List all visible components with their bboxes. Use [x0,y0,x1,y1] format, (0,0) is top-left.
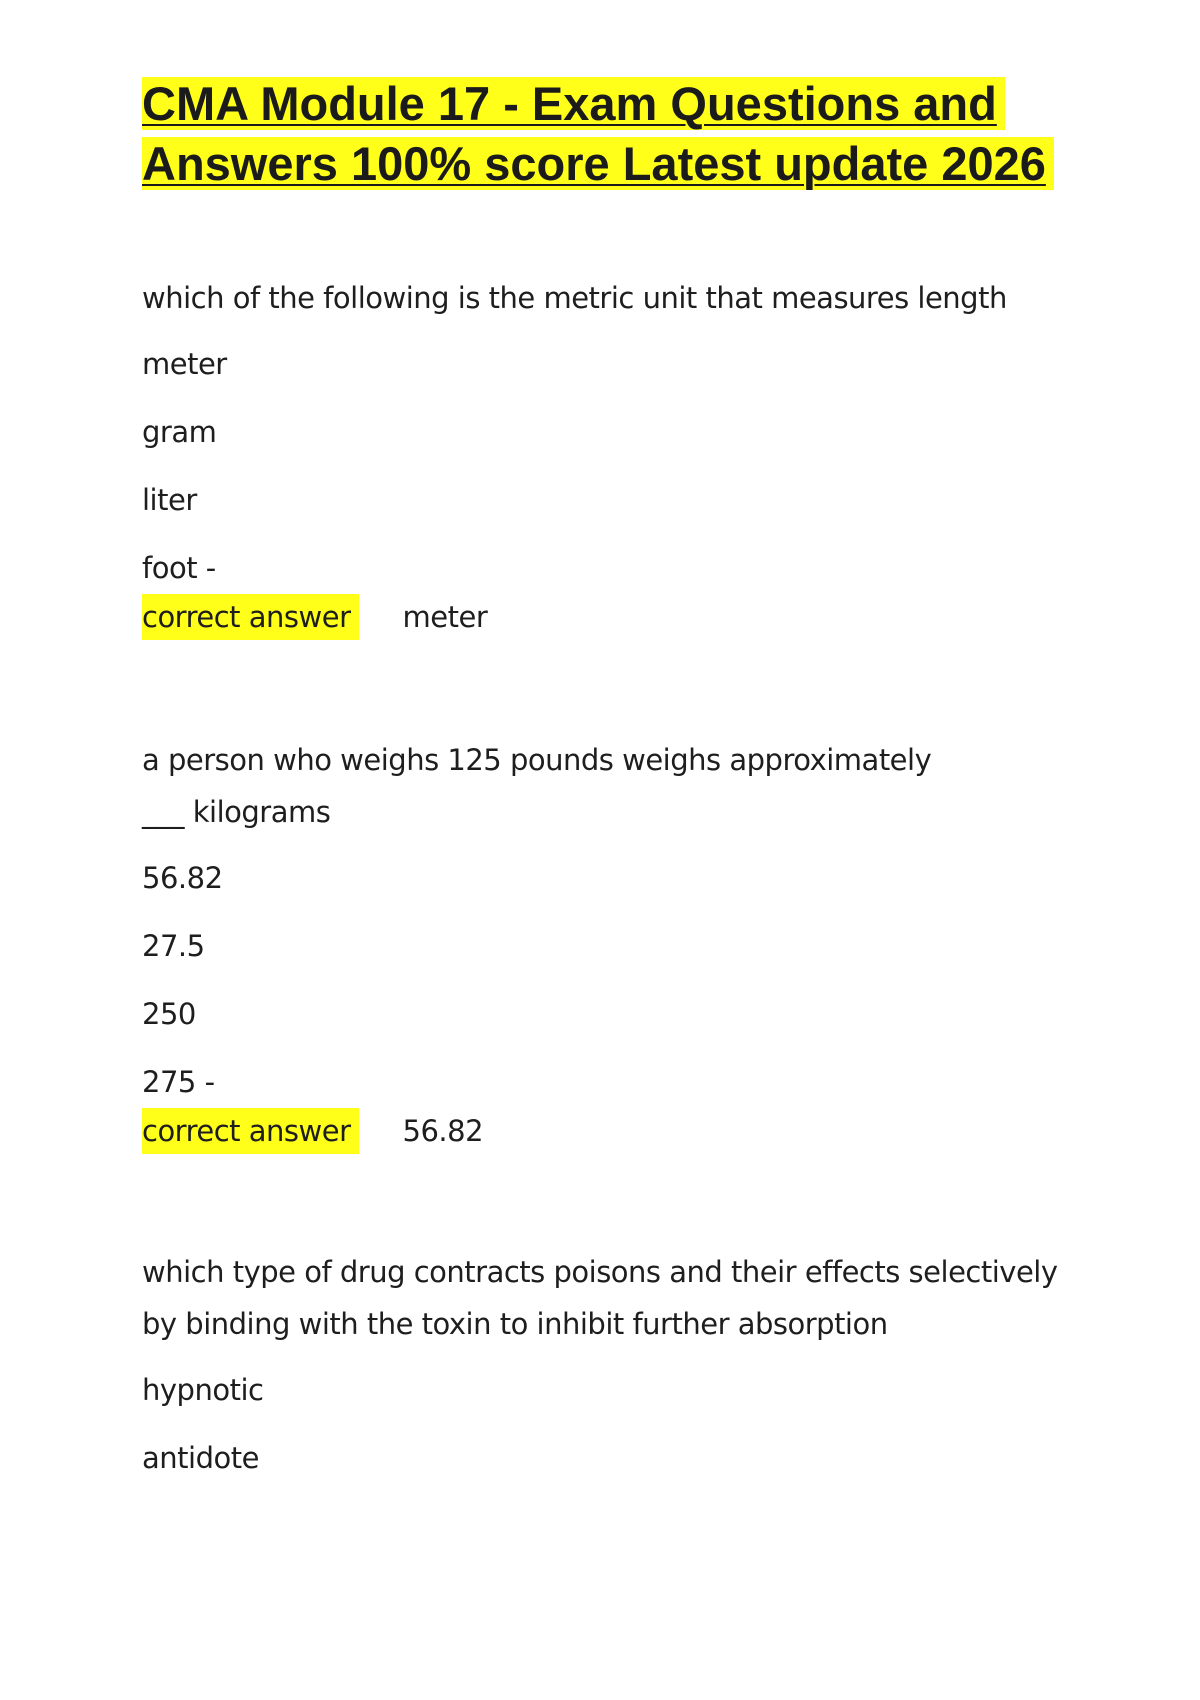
question-block-3 [142,1246,1082,1484]
option-item: meter [142,347,227,381]
document-page [142,74,1082,194]
question-text: which type of drug contracts poisons and their effects selectively by binding with the toxin to inhibit further absorption [142,1255,1058,1341]
answer-row [142,1108,962,1154]
option-item: antidote [142,1441,259,1475]
question-text: a person who weighs 125 pounds weighs approximately ___ kilograms [142,743,932,829]
correct-answer-label: correct answer [142,1108,359,1154]
option-item: 250 [142,997,196,1031]
answer-row [142,594,1082,640]
option-item: foot - [142,551,216,585]
correct-answer-label: correct answer [142,594,359,640]
option-item: 275 - [142,1065,215,1099]
title-highlight: CMA Module 17 - Exam Questions and Answers 100% score Latest update 2026 [142,77,1054,190]
correct-answer-value: meter [402,600,488,634]
question-text: which of the following is the metric unit that measures length [142,281,1007,315]
correct-answer-value: 56.82 [402,1114,484,1148]
question-block-2 [142,734,962,1154]
option-item: liter [142,483,197,517]
option-item: 27.5 [142,929,205,963]
question-block-1 [142,272,1082,640]
document-title [142,74,1082,194]
option-item: 56.82 [142,861,223,895]
option-item: gram [142,415,217,449]
option-item: hypnotic [142,1373,264,1407]
